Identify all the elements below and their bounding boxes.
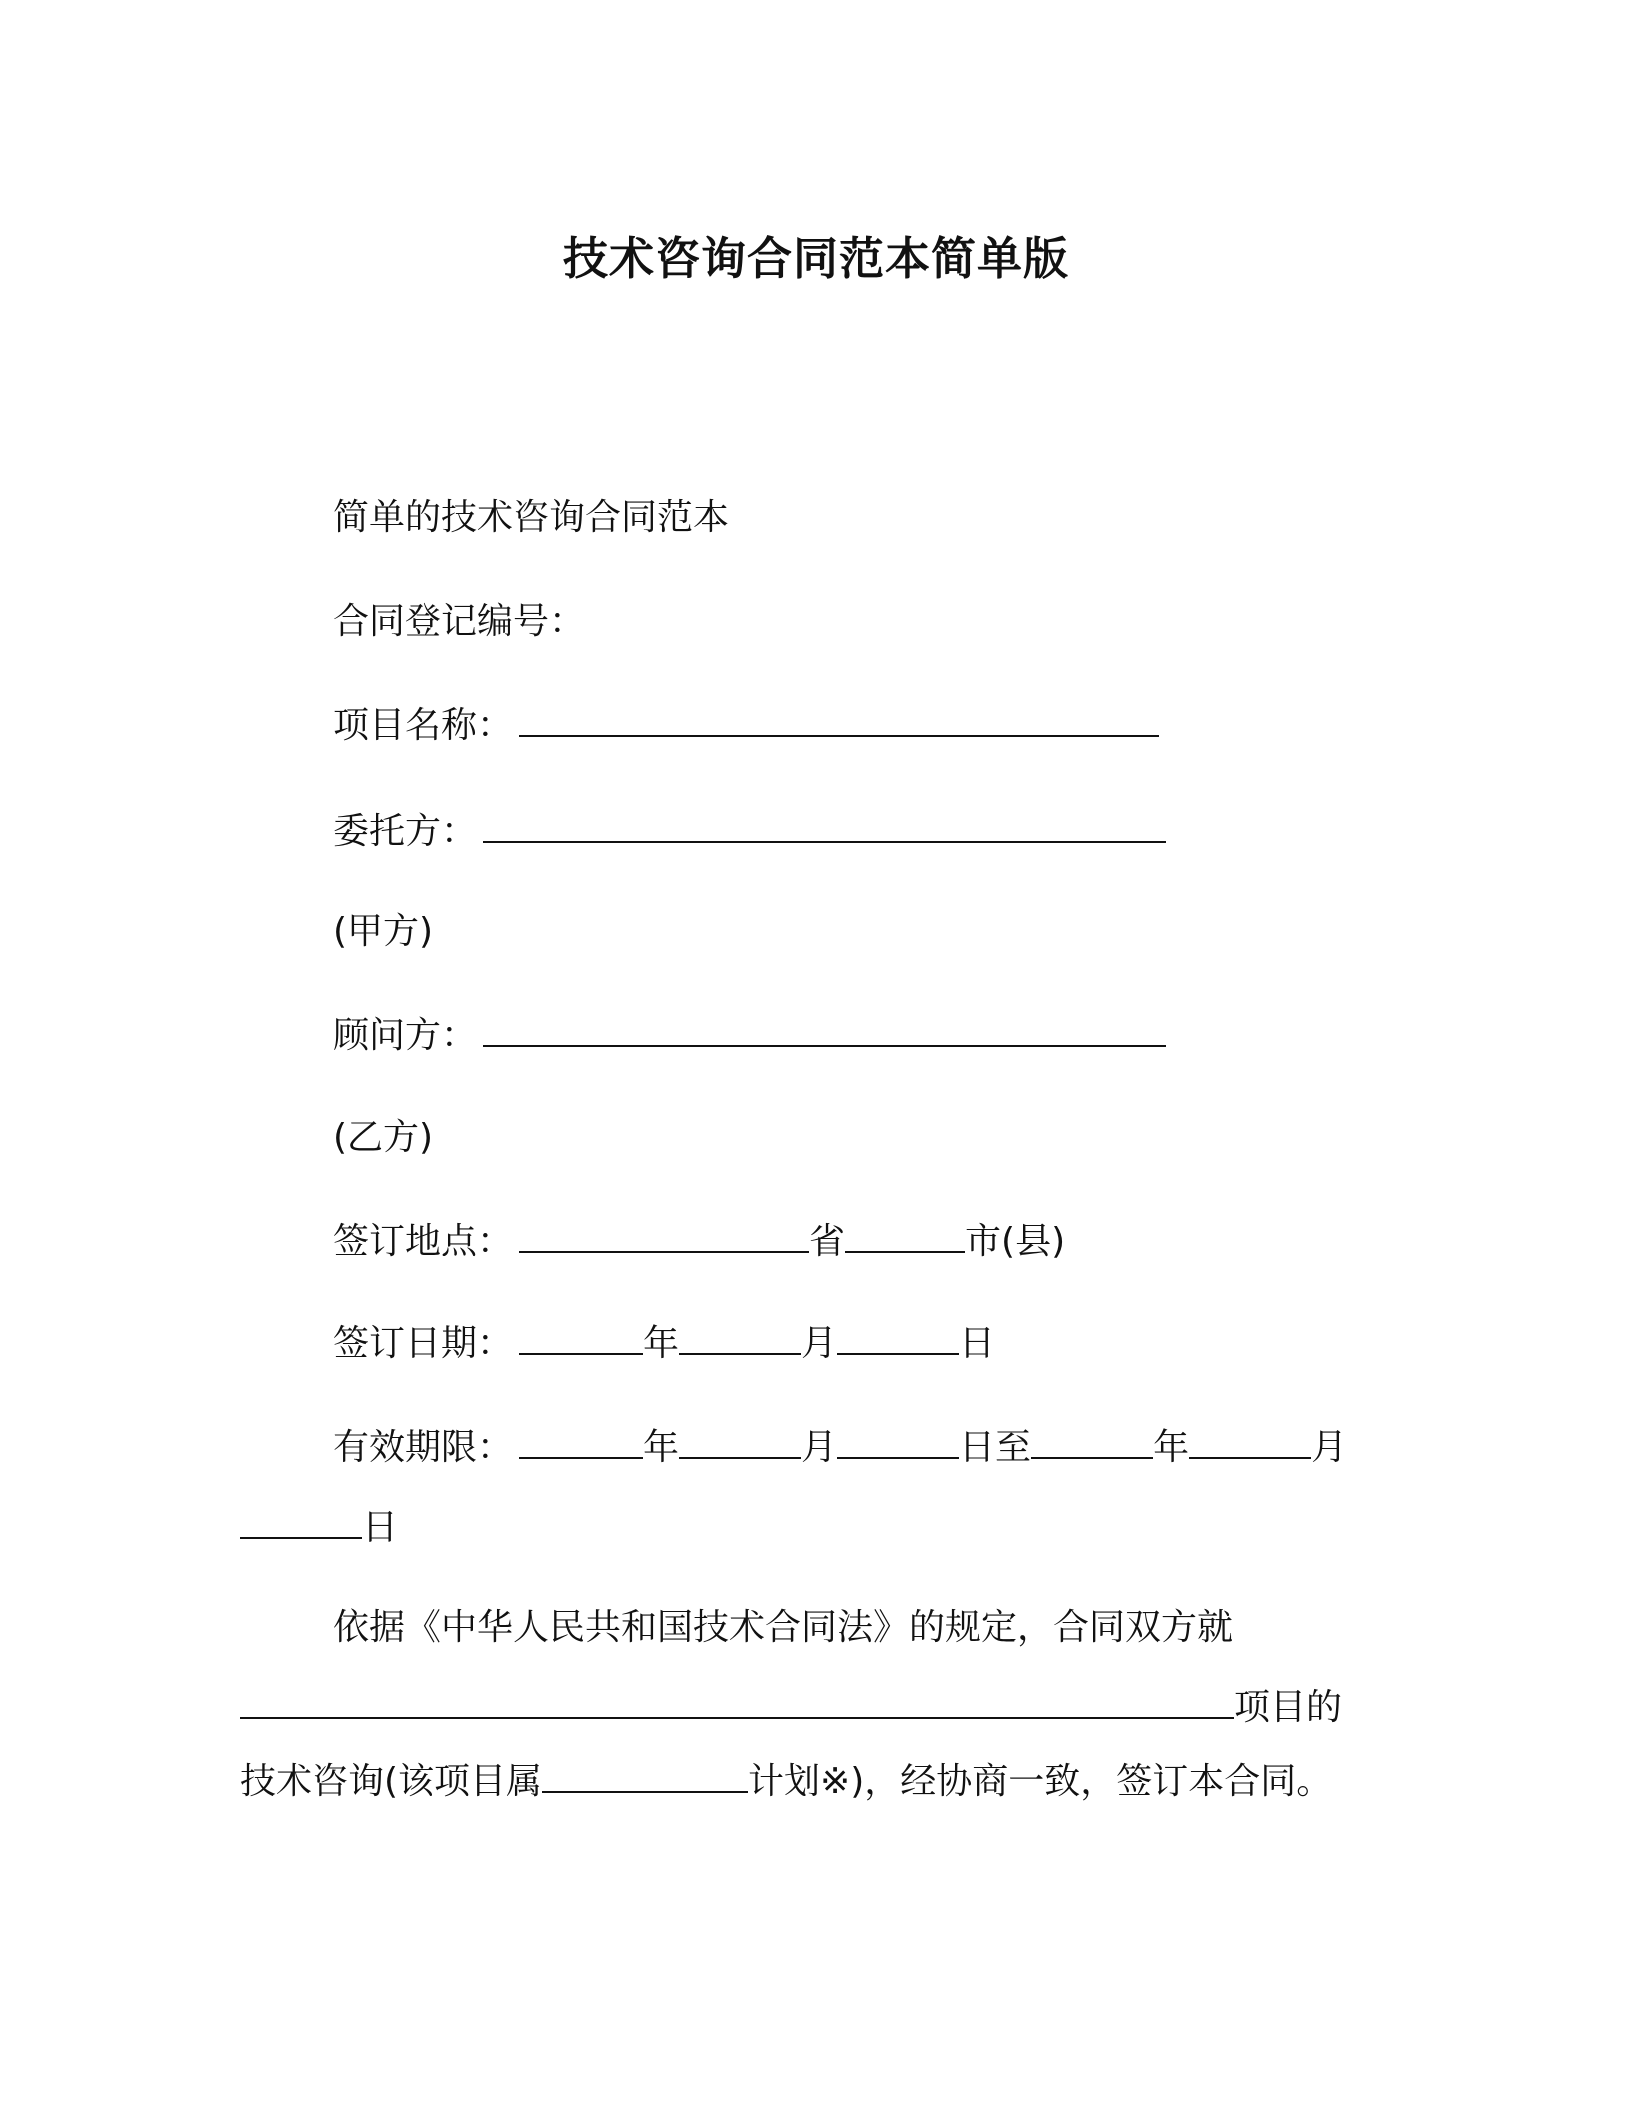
plan-blank xyxy=(542,1761,748,1793)
consultant-line xyxy=(333,1010,1166,1062)
sign-month-label: 月 xyxy=(801,1323,838,1364)
sign-date-label: 签订日期： xyxy=(333,1323,514,1364)
validity-end-day-label: 日 xyxy=(362,1507,399,1548)
party-b: (乙方) xyxy=(333,1117,434,1158)
client-line xyxy=(333,806,1166,858)
validity-start-year-blank xyxy=(519,1427,643,1459)
project-name-label: 项目名称： xyxy=(333,705,514,746)
validity-end-month-label: 月 xyxy=(1311,1427,1348,1468)
sign-month-blank xyxy=(679,1323,801,1355)
validity-start-month-label: 月 xyxy=(801,1427,838,1468)
sign-place-line xyxy=(333,1216,1065,1268)
body-line-2 xyxy=(240,1682,1342,1734)
document-title: 技术咨询合同范本简单版 xyxy=(562,232,1069,285)
sign-day-blank xyxy=(837,1323,959,1355)
city-blank xyxy=(845,1221,965,1253)
party-a: (甲方) xyxy=(333,911,434,952)
validity-start-day-blank xyxy=(837,1427,959,1459)
project-name-blank xyxy=(519,705,1159,737)
sign-date-line xyxy=(333,1318,995,1370)
registration-number-label: 合同登记编号： xyxy=(333,601,586,642)
sign-place-label: 签订地点： xyxy=(333,1221,514,1262)
client-label: 委托方： xyxy=(333,811,478,852)
validity-line xyxy=(333,1422,1347,1474)
validity-end-year-label: 年 xyxy=(1153,1427,1190,1468)
consultant-label: 顾问方： xyxy=(333,1015,478,1056)
sign-year-blank xyxy=(519,1323,643,1355)
validity-start-month-blank xyxy=(679,1427,801,1459)
validity-end-year-blank xyxy=(1031,1427,1153,1459)
validity-line-continued xyxy=(240,1502,398,1554)
validity-day-to-label: 日至 xyxy=(959,1427,1032,1468)
project-blank xyxy=(240,1687,1234,1719)
registration-number-line xyxy=(333,596,585,648)
validity-start-year-label: 年 xyxy=(643,1427,680,1468)
body-line-3 xyxy=(240,1756,1332,1808)
city-county-label: 市(县) xyxy=(965,1221,1066,1262)
project-name-line xyxy=(333,700,1159,752)
body-line-3-end: 计划※)，经协商一致，签订本合同。 xyxy=(748,1761,1333,1802)
validity-end-month-blank xyxy=(1189,1427,1311,1459)
validity-end-day-blank xyxy=(240,1507,362,1539)
client-blank xyxy=(483,811,1166,843)
sign-year-label: 年 xyxy=(643,1323,680,1364)
sign-day-label: 日 xyxy=(959,1323,996,1364)
body-line-1: 依据《中华人民共和国技术合同法》的规定，合同双方就 xyxy=(333,1607,1234,1648)
province-blank xyxy=(519,1221,809,1253)
document-subtitle: 简单的技术咨询合同范本 xyxy=(333,497,730,538)
consultant-blank xyxy=(483,1015,1166,1047)
province-label: 省 xyxy=(809,1221,846,1262)
body-line-2-end: 项目的 xyxy=(1234,1687,1343,1728)
body-line-3-start: 技术咨询(该项目属 xyxy=(240,1761,543,1802)
validity-label: 有效期限： xyxy=(333,1427,514,1468)
